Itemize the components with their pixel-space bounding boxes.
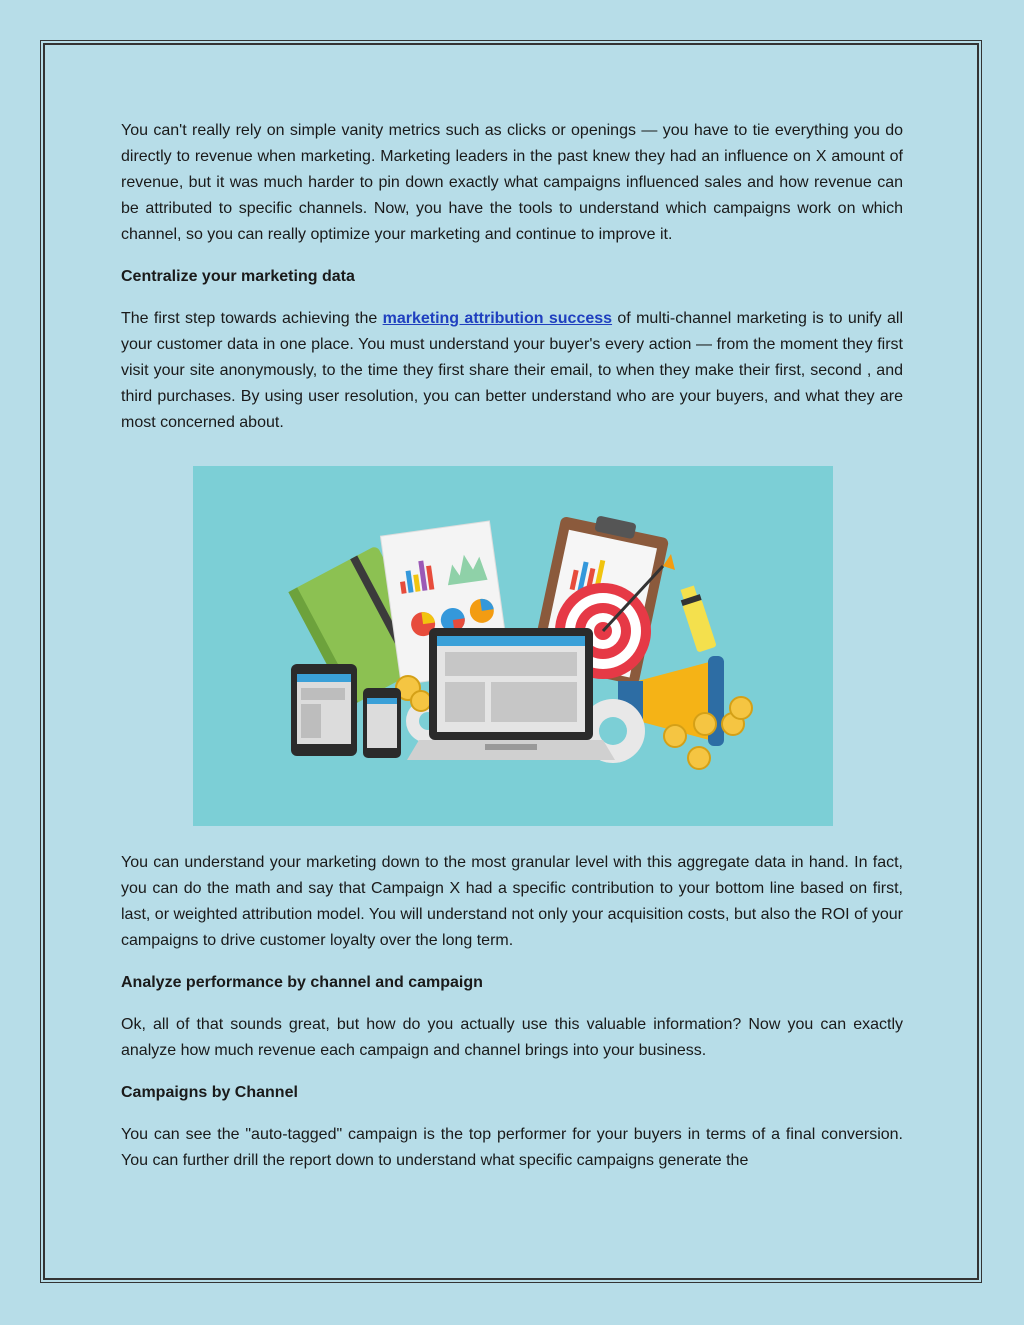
paragraph-first-step-start: The first step towards achieving the xyxy=(121,310,383,327)
laptop-icon xyxy=(407,628,615,760)
paragraph-first-step-end: of multi-channel marketing is to unify all your customer data in one place. You must understand your buyer's every action — from the moment they first visit your site anonymously, to the time they first share their email, to when they make their first, second , and third purchases. By using user resolution, you can better understand who are your buyers, and what they are most concerned about. xyxy=(121,310,903,431)
document-body xyxy=(121,118,903,1174)
paragraph-granular-level: You can understand your marketing down to the most granular level with this aggregate data in hand. In fact, you can do the math and say that Campaign X had a specific contribution to your bottom line based on first, last, or weighted attribution model. You will understand not only your acquisition costs, but also the ROI of your campaigns to drive customer loyalty over the long term. xyxy=(121,854,903,949)
paragraph-valuable-information: Ok, all of that sounds great, but how do you actually use this valuable information? Now you can exactly analyze how much revenue each campaign and channel brings into your business. xyxy=(121,1016,903,1059)
paragraph-vanity-metrics: You can't really rely on simple vanity metrics such as clicks or openings — you have to tie everything you do directly to revenue when marketing. Marketing leaders in the past knew they had an influence on X amount of revenue, but it was much harder to pin down exactly what campaigns influenced sales and how revenue can be attributed to specific channels. Now, you have the tools to understand which campaigns work on which channel, so you can really optimize your marketing and continue to improve it. xyxy=(121,122,903,243)
marketing-attribution-link[interactable]: marketing attribution success xyxy=(382,310,613,327)
tablet-icon xyxy=(291,664,357,756)
phone-icon xyxy=(363,688,401,758)
heading-analyze-performance: Analyze performance by channel and campaign xyxy=(121,974,483,991)
paragraph-first-step xyxy=(121,306,903,436)
paragraph-auto-tagged: You can see the "auto-tagged" campaign is the top performer for your buyers in terms of a final conversion. You can further drill the report down to understand what specific campaigns generate the xyxy=(121,1126,903,1169)
marketing-illustration xyxy=(193,466,833,826)
highlighter-icon xyxy=(678,585,717,653)
heading-campaigns-by-channel: Campaigns by Channel xyxy=(121,1084,298,1101)
heading-centralize: Centralize your marketing data xyxy=(121,268,355,285)
